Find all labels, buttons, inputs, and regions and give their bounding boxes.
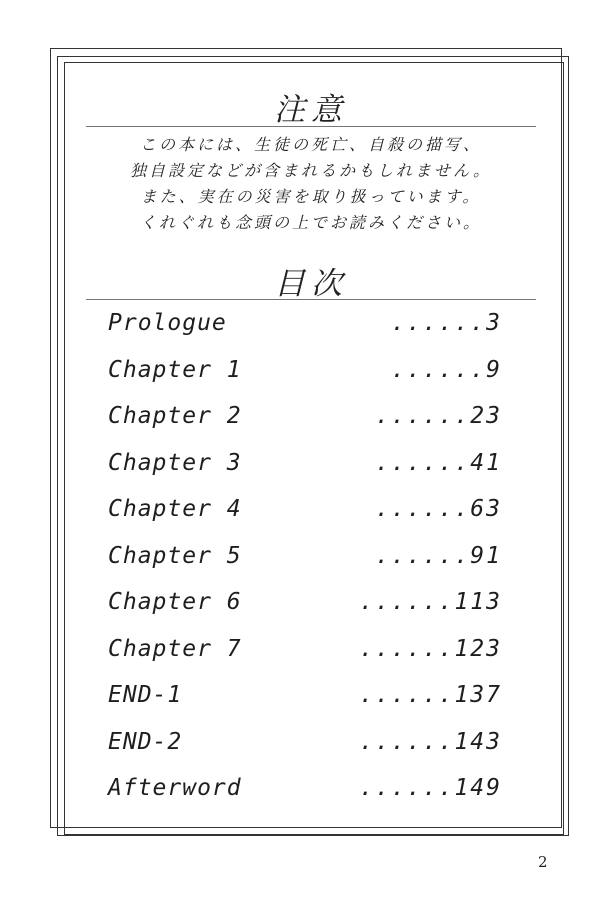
toc-entry-label: Chapter 3: [108, 450, 242, 476]
toc-entry-page: ......9: [391, 357, 502, 383]
toc-entry-label: END-2: [108, 729, 183, 755]
notice-line: くれぐれも念頭の上でお読みください。: [139, 213, 482, 232]
toc-entry-chapter-1: [108, 357, 502, 391]
toc-entry-label: END-1: [108, 682, 183, 708]
toc-title: 目次: [274, 266, 348, 302]
toc-entry-page: ......23: [375, 403, 502, 429]
toc-entry-chapter-4: [108, 496, 502, 530]
notice-title: 注意: [274, 92, 348, 128]
toc-entry-afterword: [108, 775, 502, 809]
toc-entry-label: Afterword: [108, 775, 242, 801]
toc-entry-label: Chapter 1: [108, 357, 242, 383]
notice-line: 独自設定などが含まれるかもしれません。: [130, 161, 492, 180]
toc-entry-end-2: [108, 729, 502, 763]
toc-entry-page: ......113: [359, 589, 502, 615]
page-number: 2: [538, 853, 548, 871]
toc-entry-page: ......41: [375, 450, 502, 476]
toc-entry-prologue: [108, 310, 502, 344]
toc-entry-label: Prologue: [108, 310, 227, 336]
toc-entry-label: Chapter 4: [108, 496, 242, 522]
notice-line: また、実在の災害を取り扱っています。: [140, 187, 482, 206]
toc-entry-page: ......3: [391, 310, 502, 336]
toc-entry-label: Chapter 5: [108, 543, 242, 569]
toc-entry-label: Chapter 2: [108, 403, 242, 429]
toc-entry-page: ......149: [359, 775, 502, 801]
notice-divider: [86, 126, 536, 127]
toc-entry-chapter-5: [108, 543, 502, 577]
toc-entry-page: ......137: [359, 682, 502, 708]
toc-entry-label: Chapter 6: [108, 589, 242, 615]
toc-entry-page: ......91: [375, 543, 502, 569]
toc-divider: [86, 299, 536, 300]
toc-entry-page: ......123: [359, 636, 502, 662]
notice-text: [76, 132, 546, 236]
toc-entry-end-1: [108, 682, 502, 716]
notice-line: この本には、生徒の死亡、自殺の描写、: [139, 135, 482, 154]
toc-entry-label: Chapter 7: [108, 636, 242, 662]
toc-entry-chapter-7: [108, 636, 502, 670]
toc-entry-page: ......63: [375, 496, 502, 522]
toc-entry-chapter-3: [108, 450, 502, 484]
toc-entry-chapter-2: [108, 403, 502, 437]
toc-entry-page: ......143: [359, 729, 502, 755]
toc-entry-chapter-6: [108, 589, 502, 623]
